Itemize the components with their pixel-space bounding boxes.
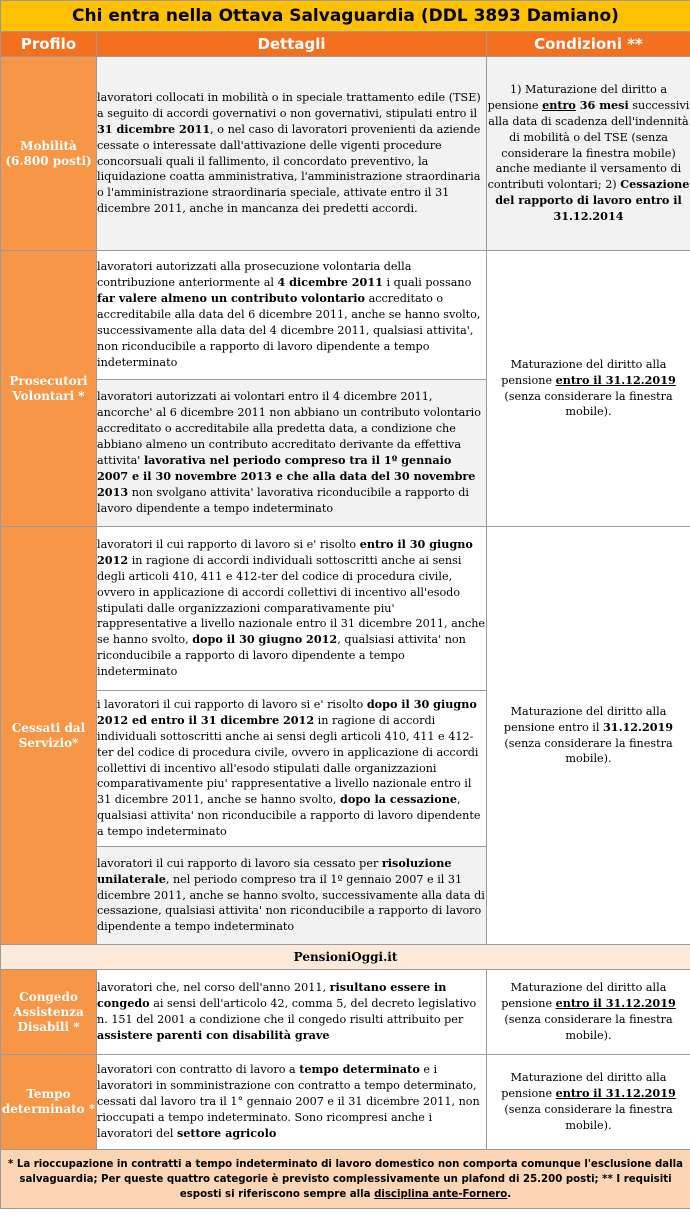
details-prosecutori-1: lavoratori autorizzati alla prosecuzione volontaria della contribuzione anteriormente al 4 dicembre 2011 i quali possano far valere almeno un contributo volontario accreditato o accreditabile alla data del 6 dicembre 2011, anche se hanno svolto, successivamente alla data del 4 dicembre 2011, qualsiasi attivita', non riconducibile a rapporto di lavoro dipendente a tempo indeterminato [97,251,487,380]
row-mobilita [1,57,690,251]
row-prosecutori-1 [1,251,690,380]
profile-label: Assistenza [13,1004,84,1019]
condition-mobilita: 1) Maturazione del diritto a pensione entro 36 mesi successivi alla data di scadenza dell'indennità di mobilità o del TSE (senza considerare la finestra mobile) anche mediante il versamento di contributi volontari; 2) Cessazione del rapporto di lavoro entro il 31.12.2014 [487,57,690,251]
row-footer [1,1150,690,1209]
profile-tempo [1,1055,97,1150]
row-tempo [1,1055,690,1150]
profile-label: determinato * [1,1102,96,1116]
details-cessati-1: lavoratori il cui rapporto di lavoro si e' risolto entro il 30 giugno 2012 in ragione di accordi individuali sottoscritti anche ai sensi degli articoli 410, 411 e 412-ter del codice di procedura civile, ovvero in applicazione di accordi collettivi di incentivo all'esodo stipulati dalle organizzazioni comparativamente piu' rappresentative a livello nazionale entro il 31 dicembre 2011, anche se hanno svolto, dopo il 30 giugno 2012, qualsiasi attivita' non riconducibile a rapporto di lavoro dipendente a tempo indeterminato [97,527,487,691]
details-mobilita: lavoratori collocati in mobilità o in speciale trattamento edile (TSE) a seguito di accordi governativi o non governativi, stipulati entro il 31 dicembre 2011, o nel caso di lavoratori provenienti da aziende cessate o interessate dall'attivazione delle vigenti procedure concorsuali quali il fallimento, il concordato preventivo, la liquidazione coatta amministrativa, l'amministrazione straordinaria o l'amministrazione straordinaria speciale, attivate entro il 31 dicembre 2011, anche in mancanza dei predetti accordi. [97,57,487,251]
profile-label: (6.800 posti) [5,153,92,168]
details-tempo: lavoratori con contratto di lavoro a tempo determinato e i lavoratori in somministrazione con contratto a tempo determinato, cessati dal lavoro tra il 1° gennaio 2007 e il 31 dicembre 2011, non rioccupati a tempo indeterminato. Sono ricompresi anche i lavoratori del settore agricolo [97,1055,487,1150]
profile-cessati [1,527,97,945]
header-profile: Profilo [1,32,97,57]
details-congedo: lavoratori che, nel corso dell'anno 2011, risultano essere in congedo ai sensi dell'articolo 42, comma 5, del decreto legislativo n. 151 del 2001 a condizione che il congedo risulti attribuito per assistere parenti con disabilità grave [97,970,487,1055]
details-cessati-2: i lavoratori il cui rapporto di lavoro si e' risolto dopo il 30 giugno 2012 ed entro il 31 dicembre 2012 in ragione di accordi individuali sottoscritti anche ai sensi degli articoli 410, 411 e 412-ter del codice di procedura civile, ovvero in applicazione di accordi collettivi di incentivo all'esodo stipulati dalle organizzazioni comparativamente piu' rappresentative a livello nazionale entro il 31 dicembre 2011, anche se hanno svolto, dopo la cessazione, qualsiasi attivita' non riconducibile a rapporto di lavoro dipendente a tempo indeterminato [97,691,487,847]
header-details: Dettagli [97,32,487,57]
row-separator [1,945,690,970]
page-title: Chi entra nella Ottava Salvaguardia (DDL 3893 Damiano) [1,1,690,32]
profile-mobilita [1,57,97,251]
row-congedo [1,970,690,1055]
profile-congedo [1,970,97,1055]
header-row [1,32,690,57]
profile-label: Congedo [19,989,78,1004]
profile-label: Disabili * [17,1019,80,1034]
condition-congedo: Maturazione del diritto alla pensione entro il 31.12.2019 (senza considerare la finestra mobile). [487,970,690,1055]
disciplina-link: disciplina ante-Fornero [374,1188,508,1200]
site-watermark: PensioniOggi.it [1,945,690,970]
profile-label: Tempo [26,1087,71,1101]
condition-prosecutori: Maturazione del diritto alla pensione entro il 31.12.2019 (senza considerare la finestra mobile). [487,251,690,527]
profile-prosecutori [1,251,97,527]
profile-label: Mobilità [20,138,77,153]
profile-label: Prosecutori [9,373,88,388]
profile-label: Servizio* [18,735,79,750]
details-prosecutori-2: lavoratori autorizzati ai volontari entro il 4 dicembre 2011, ancorche' al 6 dicembre 2011 non abbiano un contributo volontario accreditato o accreditabile alla predetta data, a condizione che abbiano almeno un contributo accreditato derivante da effettiva attivita' lavorativa nel periodo compreso tra il 1º gennaio 2007 e il 30 novembre 2013 e che alla data del 30 novembre 2013 non svolgano attivita' lavorativa riconducibile a rapporto di lavoro dipendente a tempo indeterminato [97,380,487,527]
profile-label: Cessati dal [11,720,86,735]
details-cessati-3: lavoratori il cui rapporto di lavoro sia cessato per risoluzione unilaterale, nel periodo compreso tra il 1º gennaio 2007 e il 31 dicembre 2011, anche se hanno svolto, successivamente alla data di cessazione, qualsiasi attivita' non riconducibile a rapporto di lavoro dipendente a tempo indeterminato [97,847,487,945]
row-cessati-1 [1,527,690,691]
profile-label: Volontari * [12,388,85,403]
footnote: * La rioccupazione in contratti a tempo indeterminato di lavoro domestico non comporta comunque l'esclusione dalla salvaguardia; Per queste quattro categorie è previsto complessivamente un plafond di 25.200 posti; ** I requisiti esposti si riferiscono sempre alla disciplina ante-Fornero. [1,1150,690,1209]
condition-cessati: Maturazione del diritto alla pensione entro il 31.12.2019 (senza considerare la finestra mobile). [487,527,690,945]
header-conditions: Condizioni ** [487,32,690,57]
condition-tempo: Maturazione del diritto alla pensione entro il 31.12.2019 (senza considerare la finestra mobile). [487,1055,690,1150]
